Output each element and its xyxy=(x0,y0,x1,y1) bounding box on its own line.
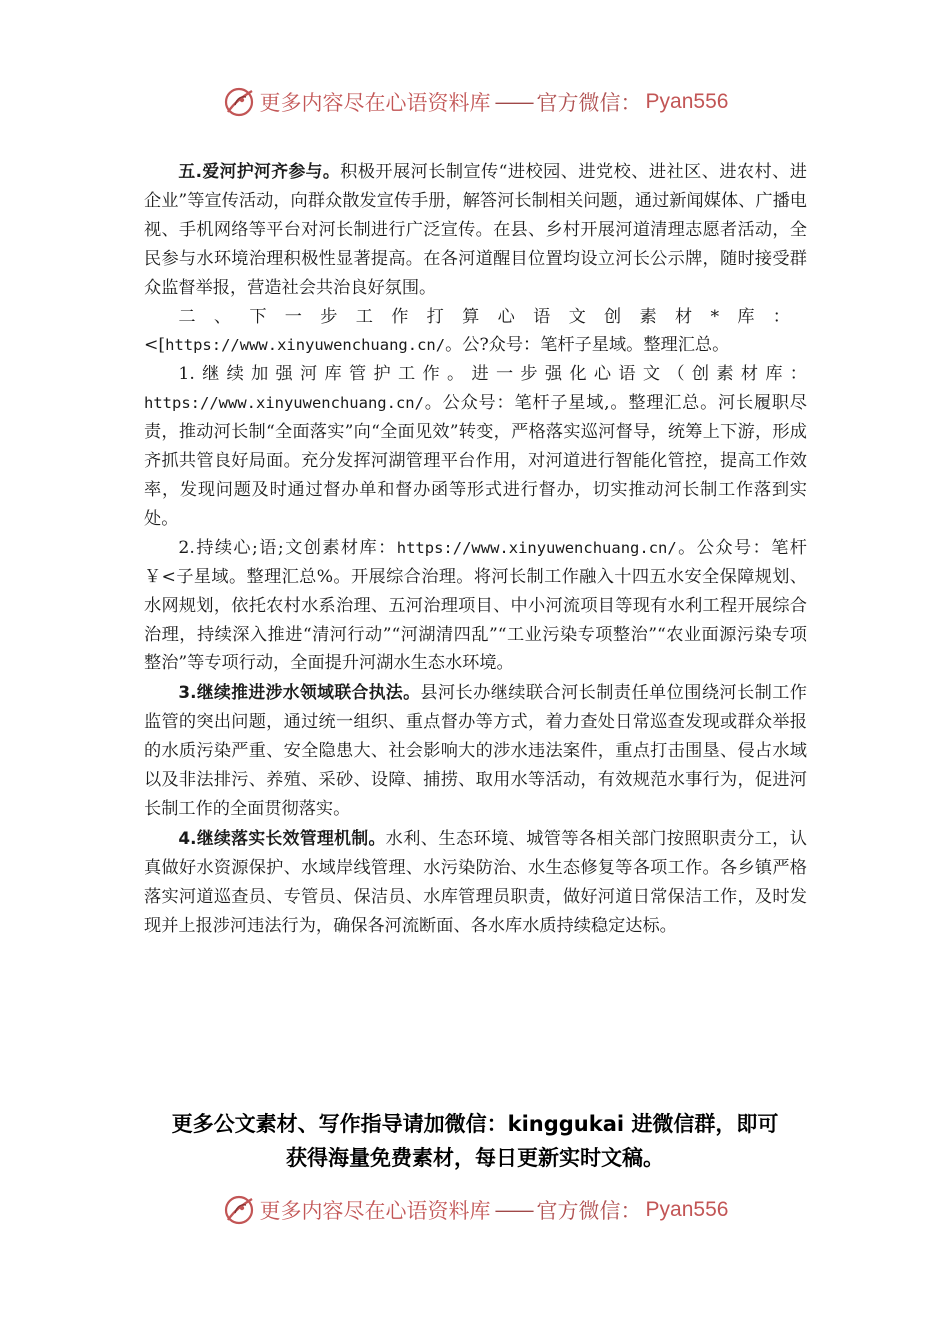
document-body xyxy=(144,157,807,940)
wechat-label: 官方微信： xyxy=(536,91,642,115)
item-3-heading: 3.继续推进涉水领域联合执法。 xyxy=(178,682,421,703)
section-2-tail-prefix: <[ xyxy=(144,335,166,356)
section-2-watermark: 心语文创素材*库： xyxy=(497,306,807,327)
item-1-body: 。公众号：笔杆子星域,。整理汇总。河长履职尽责，推动河长制“全面落实”向“全面见效”转变，严格落实巡河督导，统筹上下游，形成齐抓共管良好局面。充分发挥河湖管理平台作用，对河道进行智能化管控，提高工作效率，发现问题及时通过督办单和督办函等形式进行督办，切实推动河长制工作落到实处。 xyxy=(144,393,807,529)
section-5-body: 积极开展河长制宣传“进校园、进党校、进社区、进农村、进企业”等宣传活动，向群众散发宣传手册，解答河长制相关问题，通过新闻媒体、广播电视、手机网络等平台对河长制进行广泛宣传。在县、乡村开展河道清理志愿者活动，全民参与水环境治理积极性显著提高。在各河道醒目位置均设立河长公示牌，随时接受群众监督举报，营造社会共治良好氛围。 xyxy=(144,162,807,298)
brand-logo-icon xyxy=(222,1193,256,1227)
footer-banner xyxy=(0,1190,950,1230)
section-2-url: https://www.xinyuwenchuang.cn/ xyxy=(165,336,446,355)
item-4-heading: 4.继续落实长效管理机制。 xyxy=(178,827,386,848)
wechat-id: Pyan556 xyxy=(645,1198,729,1221)
item-3-paragraph xyxy=(144,678,807,824)
item-4-body: 水利、生态环境、城管等各相关部门按照职责分工，认真做好水资源保护、水域岸线管理、水污染防治、水生态修复等各项工作。各乡镇严格落实河道巡查员、专管员、保洁员、水库管理员职责，做好河道日常保洁工作，及时发现并上报涉河违法行为，确保各河流断面、各水库水质持续稳定达标。 xyxy=(144,828,807,936)
brand-logo-icon xyxy=(222,85,256,119)
item-1-url: https://www.xinyuwenchuang.cn/ xyxy=(144,394,424,413)
brand-text: 更多内容尽在心语资料库 xyxy=(259,1199,491,1223)
section-2-heading-paragraph xyxy=(144,303,807,361)
header-banner xyxy=(0,82,950,122)
wechat-label: 官方微信： xyxy=(536,1199,642,1223)
section-5-heading: 五.爱河护河齐参与。 xyxy=(178,161,341,181)
item-2-lead: 2.持续心;语;文创素材库： xyxy=(178,537,397,558)
wechat-id: Pyan556 xyxy=(645,90,729,113)
footer-line-2: 获得海量免费素材，每日更新实时文稿。 xyxy=(286,1146,664,1170)
footer-line-1: 更多公文素材、写作指导请加微信：kinggukai 进微信群，即可 xyxy=(171,1112,779,1136)
item-3-body: 县河长办继续联合河长制责任单位围绕河长制工作监管的突出问题，通过统一组织、重点督办等方式，着力查处日常巡查发现或群众举报的水质污染严重、安全隐患大、社会影响大的涉水违法案件，重点打击围垦、侵占水域以及非法排污、养殖、采砂、设障、捕捞、取用水等活动，有效规范水事行为，促进河长制工作的全面贯彻落实。 xyxy=(144,683,807,819)
banner-separator: —— xyxy=(494,90,533,114)
section-2-tail: 。公?众号：笔杆子星域。整理汇总。 xyxy=(445,335,730,356)
item-4-paragraph xyxy=(144,824,807,941)
brand-text: 更多内容尽在心语资料库 xyxy=(259,91,491,115)
section-5-paragraph xyxy=(144,157,807,303)
section-2-title: 二、下一步工作打算 xyxy=(178,306,498,327)
item-1-lead: 1.继续加强河库管护工作。进一步强化心语文（创素材库： xyxy=(178,364,807,385)
item-2-body: 。公众号：笔杆￥<子星域。整理汇总%。开展综合治理。将河长制工作融入十四五水安全保障规划、水网规划，依托农村水系治理、五河治理项目、中小河流项目等现有水利工程开展综合治理，持续深入推进“清河行动”“河湖清四乱”“工业污染专项整治”“农业面源污染专项整治”等专项行动，全面提升河湖水生态水环境。 xyxy=(144,537,807,674)
footer-promo xyxy=(100,1107,850,1175)
item-2-paragraph xyxy=(144,534,807,679)
banner-separator: —— xyxy=(494,1198,533,1222)
item-1-paragraph xyxy=(144,360,807,533)
item-2-url: https://www.xinyuwenchuang.cn/ xyxy=(396,538,677,557)
